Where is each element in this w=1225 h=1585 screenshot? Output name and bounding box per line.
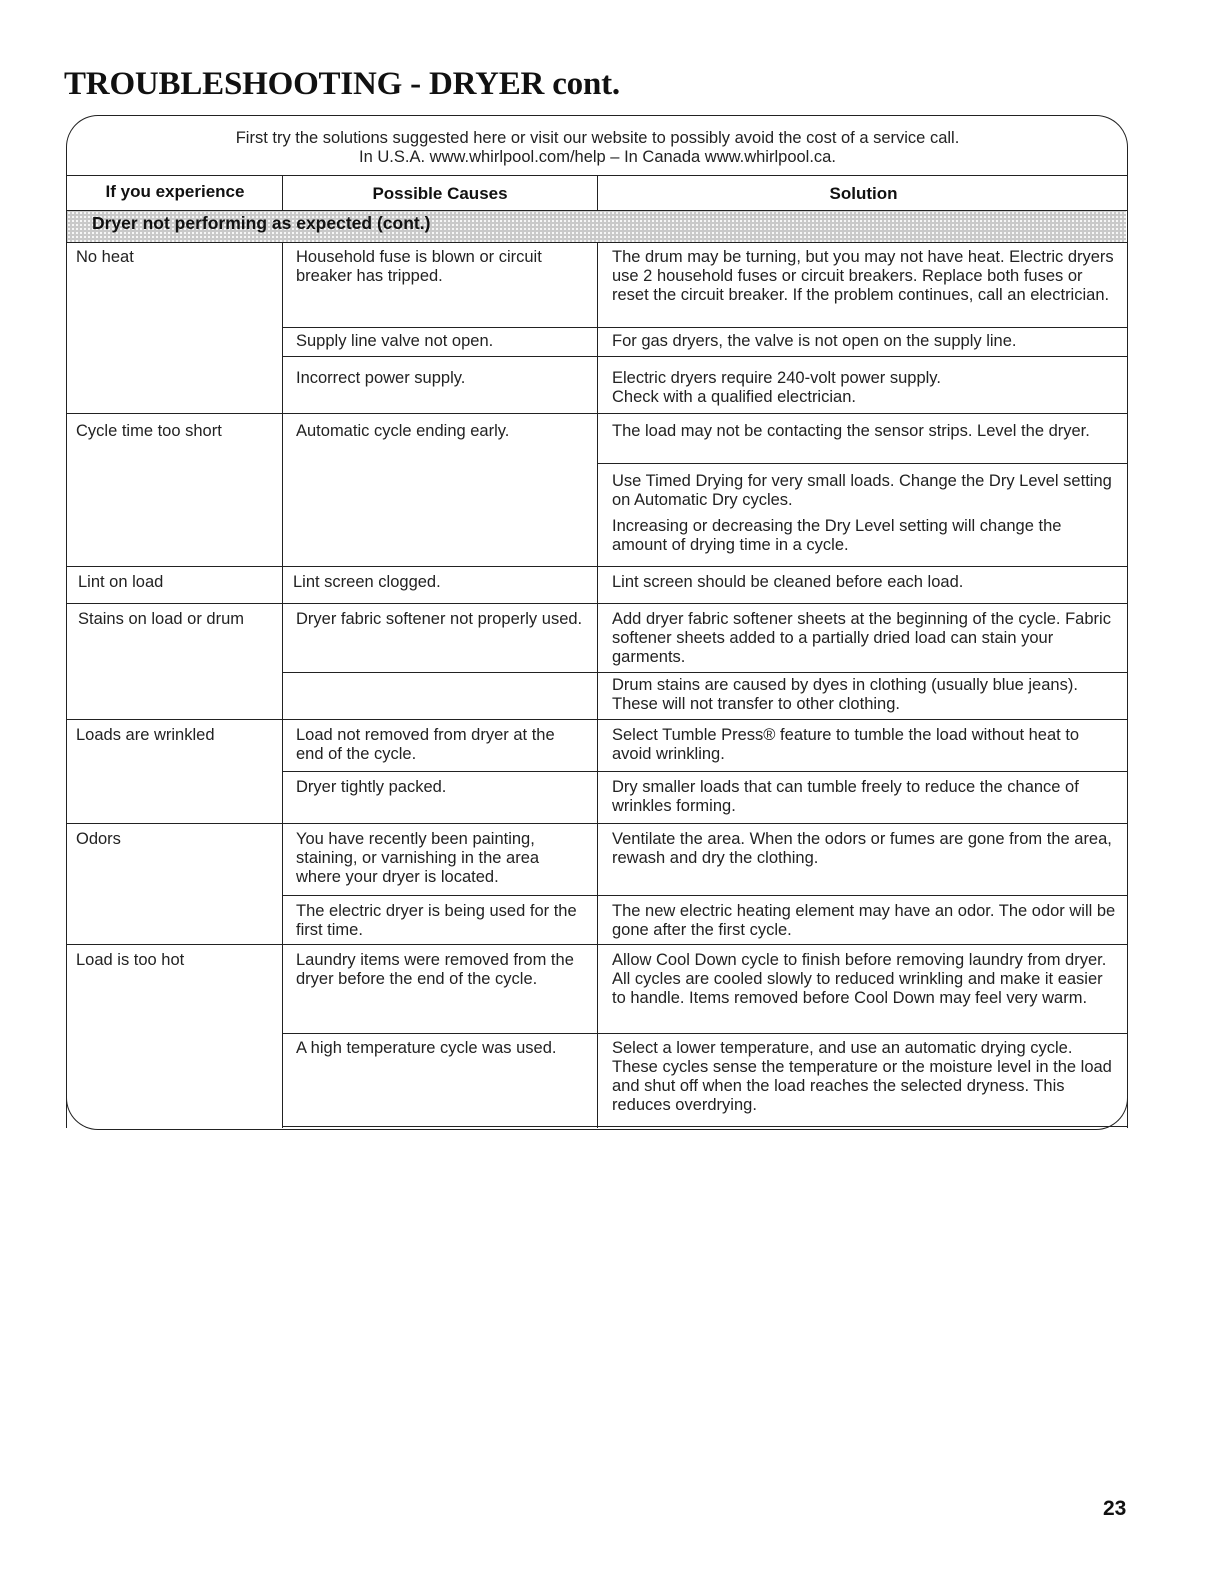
cause-fabric-softener: Dryer fabric softener not properly used. [296,610,583,628]
rule-section-bottom [67,242,1127,243]
experience-wrinkled: Loads are wrinkled [76,726,215,744]
rule-row-6 [67,944,1127,945]
rule-sub-7 [282,1033,1127,1034]
solution-lower-temperature: Select a lower temperature, and use an automatic drying cycle. These cycles sense the temperature or the moisture level in the load and shut off when the load reaches the selected dryness. This reduces overdrying. [612,1039,1112,1114]
col-sep-2 [597,242,598,1128]
intro-line-1: First try the solutions suggested here or visit our website to possibly avoid the cost of a service call. [235,129,960,147]
solution-power-supply-line-2: Check with a qualified electrician. [612,388,856,406]
cause-lint-screen: Lint screen clogged. [293,573,441,591]
solution-level-dryer: The load may not be contacting the sensor strips. Level the dryer. [612,422,1090,440]
section-label: Dryer not performing as expected (cont.) [92,213,431,233]
experience-load-hot: Load is too hot [76,951,185,969]
rule-sub-2 [282,356,1127,357]
solution-cool-down: Allow Cool Down cycle to finish before removing laundry from dryer. All cycles are cooled slowly to reduced wrinkling and make it easier to handle. Items removed before Cool Down may feel very warm. [612,951,1107,1007]
cause-first-use: The electric dryer is being used for the first time. [296,902,577,939]
experience-cycle-short: Cycle time too short [76,422,222,440]
cause-fuse-blown: Household fuse is blown or circuit breaker has tripped. [296,248,542,285]
solution-dry-level: Increasing or decreasing the Dry Level setting will change the amount of drying time in a cycle. [612,517,1062,554]
header-col-sep-1 [282,175,283,211]
solution-tumble-press: Select Tumble Press® feature to tumble the load without heat to avoid wrinkling. [612,726,1080,763]
cause-load-not-removed: Load not removed from dryer at the end of the cycle. [296,726,555,763]
cause-tightly-packed: Dryer tightly packed. [296,778,447,796]
rule-sub-5 [282,771,1127,772]
solution-fuse-blown: The drum may be turning, but you may not have heat. Electric dryers use 2 household fuses or circuit breakers. Replace both fuses or reset the circuit breaker. If the problem continues, call an electrician. [612,248,1114,304]
cause-high-temperature: A high temperature cycle was used. [296,1039,557,1057]
cause-painting: You have recently been painting, staining, or varnishing in the area where your dryer is located. [296,830,540,886]
page-number: 23 [1103,1497,1127,1520]
experience-stains: Stains on load or drum [78,610,245,628]
rule-bottom [282,1126,1127,1127]
rule-sub-3 [597,463,1127,464]
experience-odors: Odors [76,830,121,848]
cause-valve-not-open: Supply line valve not open. [296,332,494,350]
solution-drum-stains: Drum stains are caused by dyes in clothing (usually blue jeans). These will not transfer to other clothing. [612,676,1078,713]
rule-row-2 [67,566,1127,567]
experience-lint: Lint on load [78,573,164,591]
rule-sub-6 [282,895,1127,896]
header-causes: Possible Causes [372,184,508,203]
rule-row-3 [67,603,1127,604]
experience-no-heat: No heat [76,248,134,266]
header-col-sep-2 [597,175,598,211]
rule-row-4 [67,719,1127,720]
cause-power-supply: Incorrect power supply. [296,369,466,387]
col-sep-1 [282,242,283,1128]
rule-sub-4 [282,672,1127,673]
solution-heating-element-odor: The new electric heating element may have an odor. The odor will be gone after the first cycle. [612,902,1116,939]
header-solution: Solution [829,184,898,203]
cause-removed-early: Laundry items were removed from the dryer before the end of the cycle. [296,951,574,988]
solution-ventilate: Ventilate the area. When the odors or fumes are gone from the area, rewash and dry the clothing. [612,830,1112,867]
header-experience: If you experience [105,182,245,201]
solution-timed-drying: Use Timed Drying for very small loads. Change the Dry Level setting on Automatic Dry cycles. [612,472,1112,509]
cause-cycle-ending-early: Automatic cycle ending early. [296,422,510,440]
intro-line-2: In U.S.A. www.whirlpool.com/help – In Canada www.whirlpool.ca. [359,148,836,166]
solution-valve-not-open: For gas dryers, the valve is not open on the supply line. [612,332,1017,350]
solution-smaller-loads: Dry smaller loads that can tumble freely to reduce the chance of wrinkles forming. [612,778,1079,815]
intro-text [90,129,1105,167]
solution-power-supply [612,369,1117,407]
solution-power-supply-line-1: Electric dryers require 240-volt power supply. [612,369,941,387]
solution-lint-screen: Lint screen should be cleaned before each load. [612,573,964,591]
rule-row-5 [67,823,1127,824]
rule-sub-1 [282,327,1127,328]
solution-fabric-softener: Add dryer fabric softener sheets at the beginning of the cycle. Fabric softener sheets added to a partially dried load can stain your garments. [612,610,1111,666]
rule-row-1 [67,413,1127,414]
page-title: TROUBLESHOOTING - DRYER cont. [64,66,620,102]
